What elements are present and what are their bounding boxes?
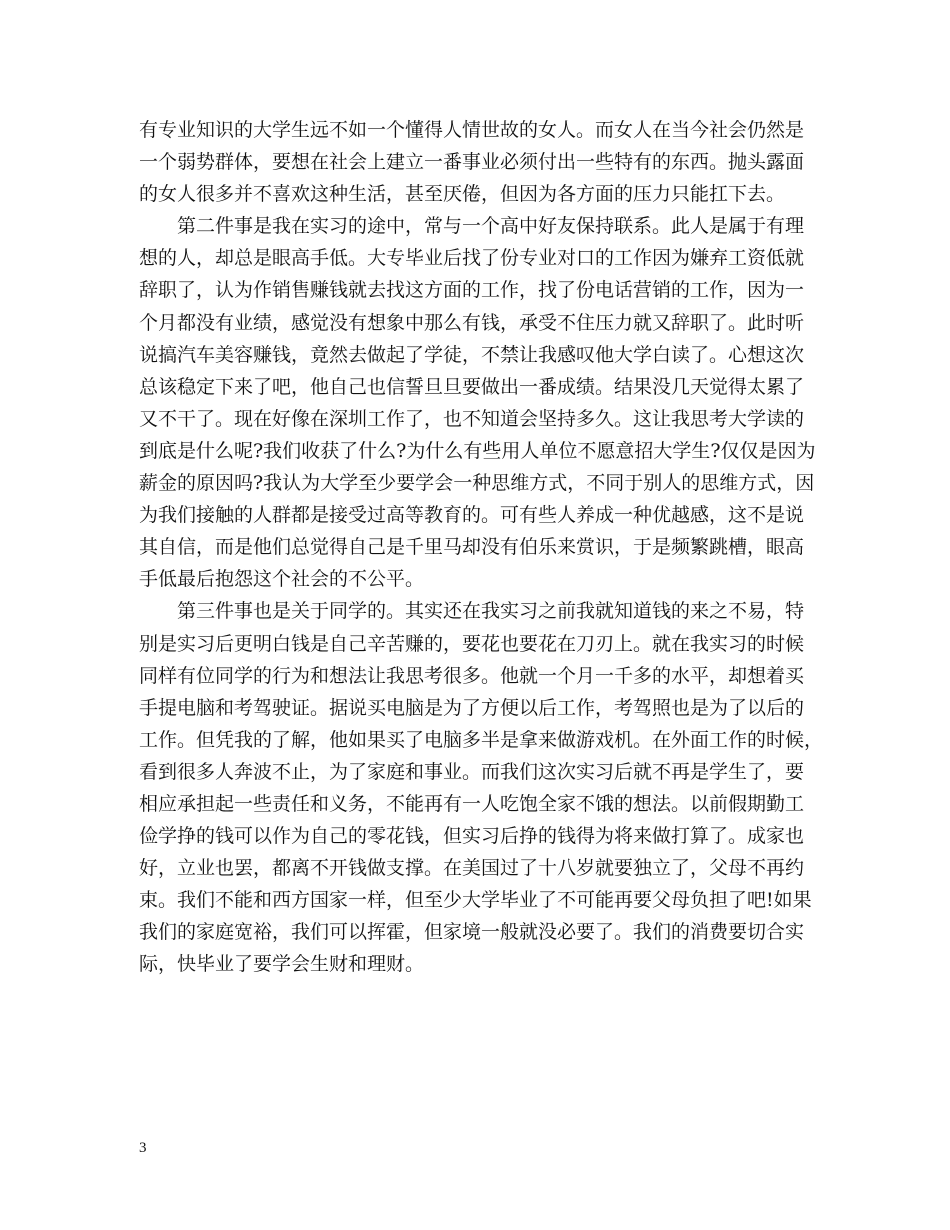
text-line: 手提电脑和考驾驶证。据说买电脑是为了方便以后工作，考驾照也是为了以后的 bbox=[139, 696, 805, 719]
text-line: 薪金的原因吗?我认为大学至少要学会一种思维方式，不同于别人的思维方式，因 bbox=[139, 472, 815, 495]
text-line: 为我们接触的人群都是接受过高等教育的。可有些人养成一种优越感，这不是说 bbox=[139, 504, 805, 527]
text-line: 第二件事是我在实习的途中，常与一个高中好友保持联系。此人是属于有理 bbox=[139, 215, 805, 238]
text-line: 工作。但凭我的了解，他如果买了电脑多半是拿来做游戏机。在外面工作的时候， bbox=[139, 728, 824, 751]
text-line: 到底是什么呢?我们收获了什么?为什么有些用人单位不愿意招大学生?仅仅是因为 bbox=[139, 439, 816, 462]
text-line: 手低最后抱怨这个社会的不公平。 bbox=[139, 568, 425, 591]
text-line: 别是实习后更明白钱是自己辛苦赚的，要花也要花在刀刃上。就在我实习的时候 bbox=[139, 632, 805, 655]
page-number: 3 bbox=[139, 1140, 147, 1156]
text-line: 看到很多人奔波不止，为了家庭和事业。而我们这次实习后就不再是学生了，要 bbox=[139, 760, 805, 783]
text-line: 际，快毕业了要学会生财和理财。 bbox=[139, 953, 425, 976]
text-line: 俭学挣的钱可以作为自己的零花钱，但实习后挣的钱得为将来做打算了。成家也 bbox=[139, 825, 805, 848]
text-line: 我们的家庭宽裕，我们可以挥霍，但家境一般就没必要了。我们的消费要切合实 bbox=[139, 921, 805, 944]
body-text bbox=[139, 114, 824, 981]
text-line: 辞职了，认为作销售赚钱就去找这方面的工作，找了份电话营销的工作，因为一 bbox=[139, 279, 805, 302]
text-line: 总该稳定下来了吧，他自己也信誓旦旦要做出一番成绩。结果没几天觉得太累了 bbox=[139, 375, 805, 398]
text-line: 想的人，却总是眼高手低。大专毕业后找了份专业对口的工作因为嫌弃工资低就 bbox=[139, 247, 805, 270]
text-line: 相应承担起一些责任和义务，不能再有一人吃饱全家不饿的想法。以前假期勤工 bbox=[139, 792, 805, 815]
text-line: 有专业知识的大学生远不如一个懂得人情世故的女人。而女人在当今社会仍然是 bbox=[139, 119, 805, 141]
text-line: 同样有位同学的行为和想法让我思考很多。他就一个月一千多的水平，却想着买 bbox=[139, 664, 805, 687]
text-line: 又不干了。现在好像在深圳工作了，也不知道会坚持多久。这让我思考大学读的 bbox=[139, 407, 805, 430]
text-line: 的女人很多并不喜欢这种生活，甚至厌倦，但因为各方面的压力只能扛下去。 bbox=[139, 183, 786, 206]
text-line: 其自信，而是他们总觉得自己是千里马却没有伯乐来赏识，于是频繁跳槽，眼高 bbox=[139, 536, 805, 559]
text-line: 好，立业也罢，都离不开钱做支撑。在美国过了十八岁就要独立了，父母不再约 bbox=[139, 857, 805, 880]
text-line: 第三件事也是关于同学的。其实还在我实习之前我就知道钱的来之不易，特 bbox=[139, 600, 805, 623]
text-line: 个月都没有业绩，感觉没有想象中那么有钱，承受不住压力就又辞职了。此时听 bbox=[139, 311, 805, 334]
text-line: 束。我们不能和西方国家一样，但至少大学毕业了不可能再要父母负担了吧!如果 bbox=[139, 889, 812, 912]
text-line: 一个弱势群体，要想在社会上建立一番事业必须付出一些特有的东西。抛头露面 bbox=[139, 151, 805, 174]
text-line: 说搞汽车美容赚钱，竟然去做起了学徒，不禁让我感叹他大学白读了。心想这次 bbox=[139, 343, 805, 366]
